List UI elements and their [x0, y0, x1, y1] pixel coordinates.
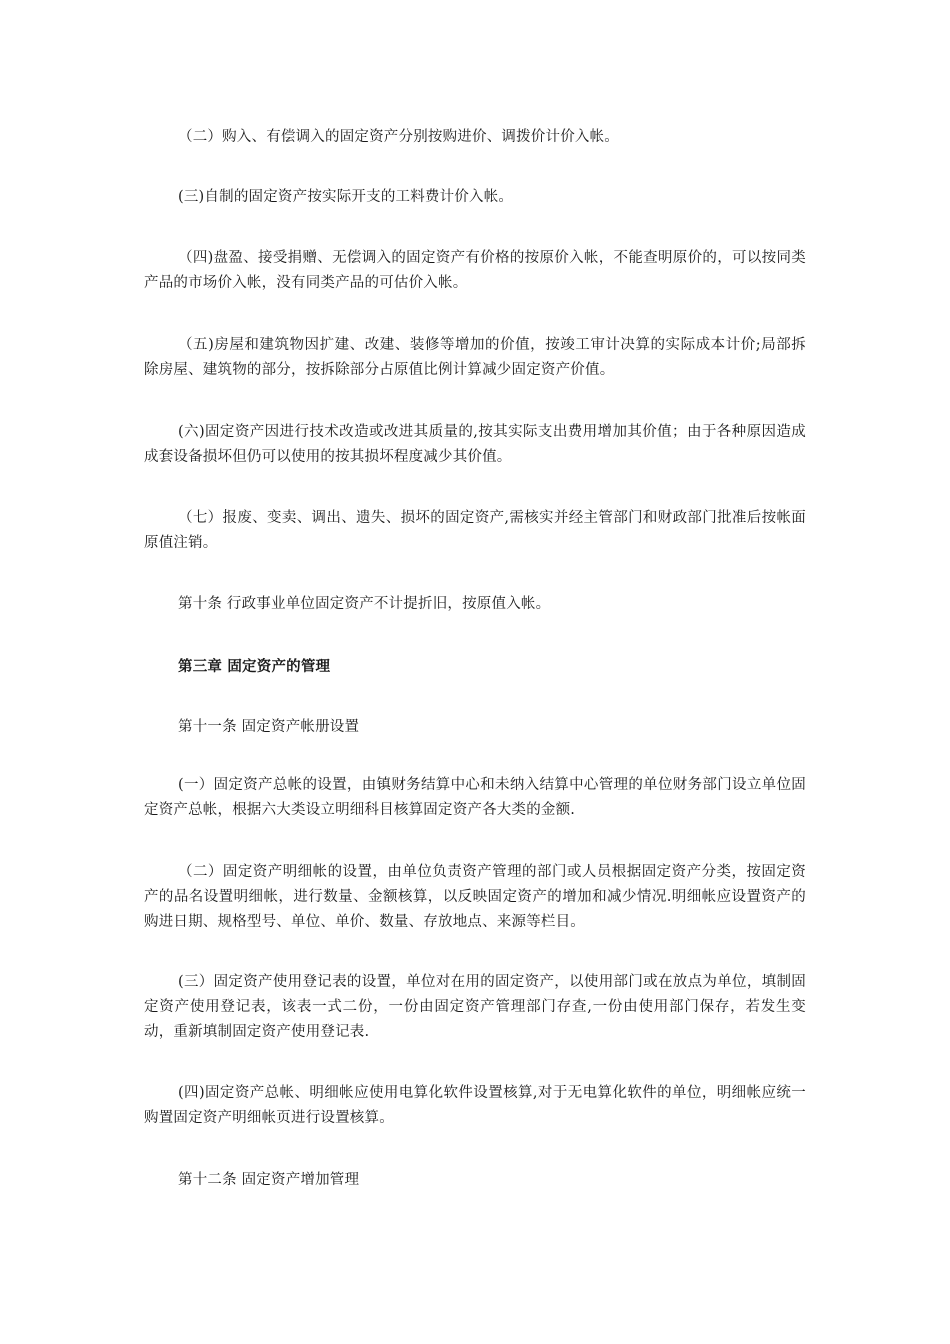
paragraph-scrapping-writeoff: （七）报废、变卖、调出、遗失、损坏的固定资产,需核实并经主管部门和财政部门批准后按帐面原值注销。 [144, 510, 806, 551]
paragraph-general-ledger: (一）固定资产总帐的设置，由镇财务结算中心和未纳入结算中心管理的单位财务部门设立单位固定资产总帐，根据六大类设立明细科目核算固定资产各大类的金额. [144, 777, 806, 818]
paragraph-purchase-valuation: （二）购入、有偿调入的固定资产分别按购进价、调拨价计价入帐。 [178, 129, 619, 145]
paragraph-self-made-valuation: (三)自制的固定资产按实际开支的工料费计价入帐。 [178, 189, 514, 205]
article-eleven-heading: 第十一条 固定资产帐册设置 [178, 719, 360, 735]
chapter-three-heading: 第三章 固定资产的管理 [178, 658, 331, 675]
paragraph-technical-renovation: (六)固定资产因进行技术改造或改进其质量的,按其实际支出费用增加其价值；由于各种原因造成成套设备损坏但仍可以使用的按其损坏程度减少其价值。 [144, 424, 806, 465]
article-ten: 第十条 行政事业单位固定资产不计提折旧，按原值入帐。 [178, 596, 551, 612]
paragraph-detail-ledger: （二）固定资产明细帐的设置，由单位负责资产管理的部门或人员根据固定资产分类，按固定资产的品名设置明细帐，进行数量、金额核算，以反映固定资产的增加和减少情况.明细帐应设置资产的购进日期、规格型号、单位、单价、数量、存放地点、来源等栏目。 [144, 864, 806, 930]
paragraph-usage-register: (三）固定资产使用登记表的设置，单位对在用的固定资产，以使用部门或在放点为单位，填制固定资产使用登记表，该表一式二份，一份由固定资产管理部门存查,一份由使用部门保存，若发生变动，重新填制固定资产使用登记表. [144, 974, 806, 1040]
paragraph-computerized-accounting: (四)固定资产总帐、明细帐应使用电算化软件设置核算,对于无电算化软件的单位，明细帐应统一购置固定资产明细帐页进行设置核算。 [144, 1085, 806, 1126]
paragraph-surplus-donation-valuation: （四)盘盈、接受捐赠、无偿调入的固定资产有价格的按原价入帐，不能查明原价的，可以按同类产品的市场价入帐，没有同类产品的可估价入帐。 [144, 250, 806, 291]
paragraph-building-expansion-valuation: （五)房屋和建筑物因扩建、改建、装修等增加的价值，按竣工审计决算的实际成本计价;局部拆除房屋、建筑物的部分，按拆除部分占原值比例计算减少固定资产价值。 [144, 337, 806, 378]
article-twelve-heading: 第十二条 固定资产增加管理 [178, 1172, 360, 1188]
